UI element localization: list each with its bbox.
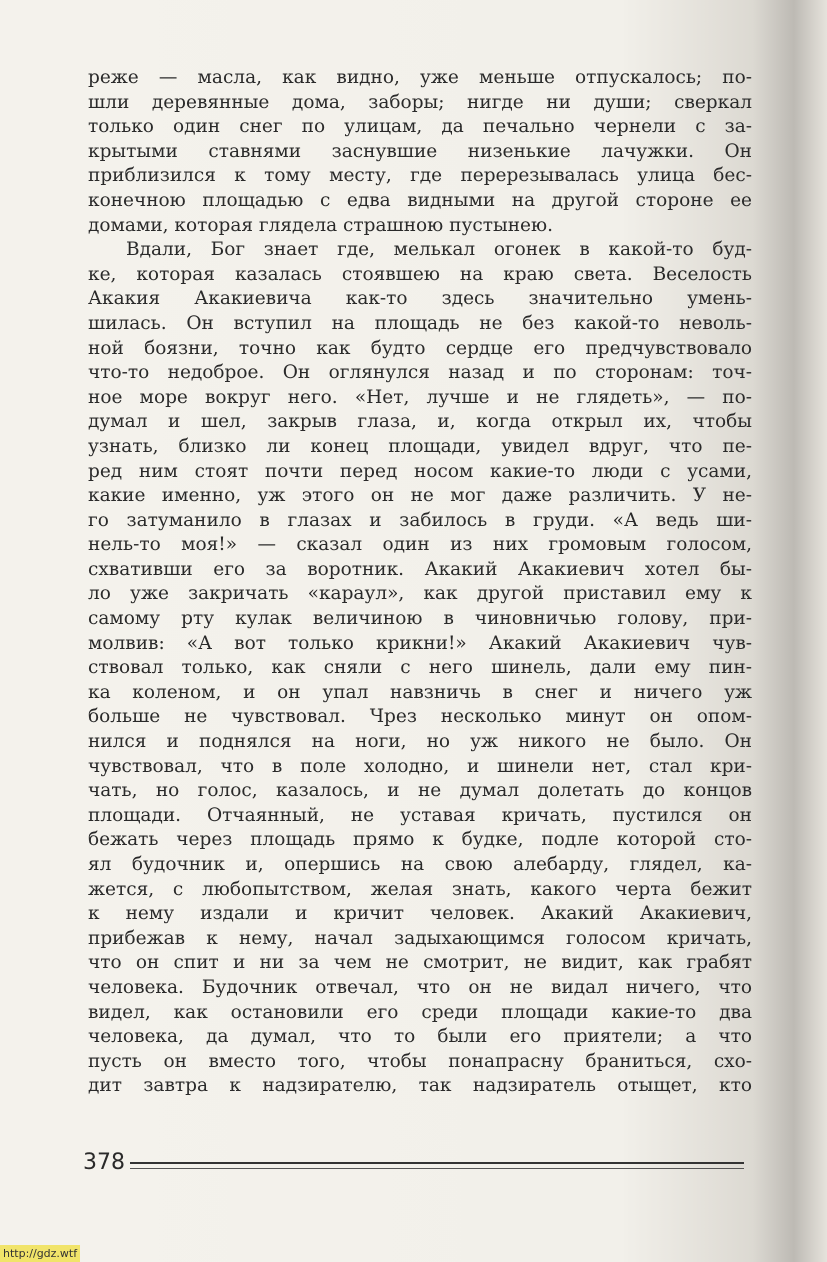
text-line: думал и шел, закрыв глаза, и, когда открыл их, чтобы bbox=[88, 411, 752, 433]
text-line: дит завтра к надзирателю, так надзиратель отыщет, кто bbox=[88, 1075, 752, 1097]
text-line: молвив: «А вот только крикни!» Акакий Акакиевич чув- bbox=[88, 632, 752, 654]
footer-rule bbox=[130, 1162, 744, 1164]
text-line: к нему издали и кричит человек. Акакий Акакиевич, bbox=[88, 903, 752, 925]
text-line: реже — масла, как видно, уже меньше отпускалось; по- bbox=[88, 67, 752, 88]
text-line: шилась. Он вступил на площадь не без какой-то неволь- bbox=[88, 312, 752, 334]
text-line: видел, как остановили его среди площади какие-то два bbox=[88, 1001, 752, 1023]
text-line: чать, но голос, казалось, и не думал долетать до концов bbox=[88, 780, 752, 802]
text-line: ял будочник и, опершись на свою алебарду, глядел, ка- bbox=[88, 854, 752, 875]
text-line: только один снег по улицам, да печально чернели с за- bbox=[88, 116, 752, 138]
text-line: ное море вокруг него. «Нет, лучше и не глядеть», — по- bbox=[88, 386, 752, 408]
text-line: что-то недоброе. Он оглянулся назад и по сторонам: точ- bbox=[88, 362, 752, 384]
text-line: ствовал только, как сняли с него шинель, дали ему пин- bbox=[88, 657, 752, 679]
text-line: ред ним стоят почти перед носом какие-то люди с усами, bbox=[88, 460, 752, 482]
text-line: нился и поднялся на ноги, но уж никого не было. Он bbox=[88, 731, 752, 753]
body-text bbox=[88, 66, 752, 1099]
text-line: площади. Отчаянный, не уставая кричать, пустился он bbox=[88, 804, 752, 826]
text-line: человека. Будочник отвечал, что он не видал ничего, что bbox=[88, 976, 752, 998]
text-line: ло уже закричать «караул», как другой приставил ему к bbox=[88, 583, 752, 605]
page-number: 378 bbox=[83, 1150, 125, 1175]
text-line: Вдали, Бог знает где, мелькал огонек в какой-то буд- bbox=[126, 239, 752, 261]
text-line: самому рту кулак величиною в чиновничью голову, при- bbox=[88, 608, 752, 630]
text-line: крытыми ставнями заснувшие низенькие лачужки. Он bbox=[88, 140, 752, 162]
text-line: бежать через площадь прямо к будке, подле которой сто- bbox=[88, 829, 752, 851]
text-line: чувствовал, что в поле холодно, и шинели нет, стал кри- bbox=[88, 755, 752, 777]
text-line: конечною площадью с едва видными на другой стороне ее bbox=[88, 189, 752, 211]
text-line: схвативши его за воротник. Акакий Акакиевич хотел бы- bbox=[88, 558, 752, 580]
text-line: ка коленом, и он упал навзничь в снег и ничего уж bbox=[88, 681, 752, 703]
text-line: больше не чувствовал. Чрез несколько минут он опом- bbox=[88, 706, 752, 728]
text-line: что он спит и ни за чем не смотрит, не видит, как грабят bbox=[88, 952, 752, 974]
text-line: шли деревянные дома, заборы; нигде ни души; сверкал bbox=[88, 91, 752, 113]
text-line: узнать, близко ли конец площади, увидел вдруг, что пе- bbox=[88, 435, 752, 457]
text-line: Акакия Акакиевича как-то здесь значительно умень- bbox=[88, 288, 752, 310]
text-line: ной боязни, точно как будто сердце его предчувствовало bbox=[88, 337, 752, 359]
footer-rule-thin bbox=[130, 1168, 744, 1169]
text-line: приблизился к тому месту, где перерезывалась улица бес- bbox=[88, 165, 752, 187]
text-line: ке, которая казалась стоявшею на краю света. Веселость bbox=[88, 263, 752, 285]
text-line: жется, с любопытством, желая знать, какого черта бежит bbox=[88, 878, 752, 900]
text-line: нель-то моя!» — сказал один из них громовым голосом, bbox=[88, 534, 752, 556]
text-line: прибежав к нему, начал задыхающимся голосом кричать, bbox=[88, 927, 752, 949]
text-line: пусть он вместо того, чтобы понапрасну браниться, схо- bbox=[88, 1050, 752, 1072]
watermark-link[interactable]: http://gdz.wtf bbox=[0, 1245, 80, 1262]
text-line: го затуманило в глазах и забилось в груди. «А ведь ши- bbox=[88, 509, 752, 531]
text-line: домами, которая глядела страшною пустынею. bbox=[88, 214, 553, 236]
text-line: человека, да думал, что то были его приятели; а что bbox=[88, 1026, 752, 1048]
text-line: какие именно, уж этого он не мог даже различить. У не- bbox=[88, 485, 752, 507]
